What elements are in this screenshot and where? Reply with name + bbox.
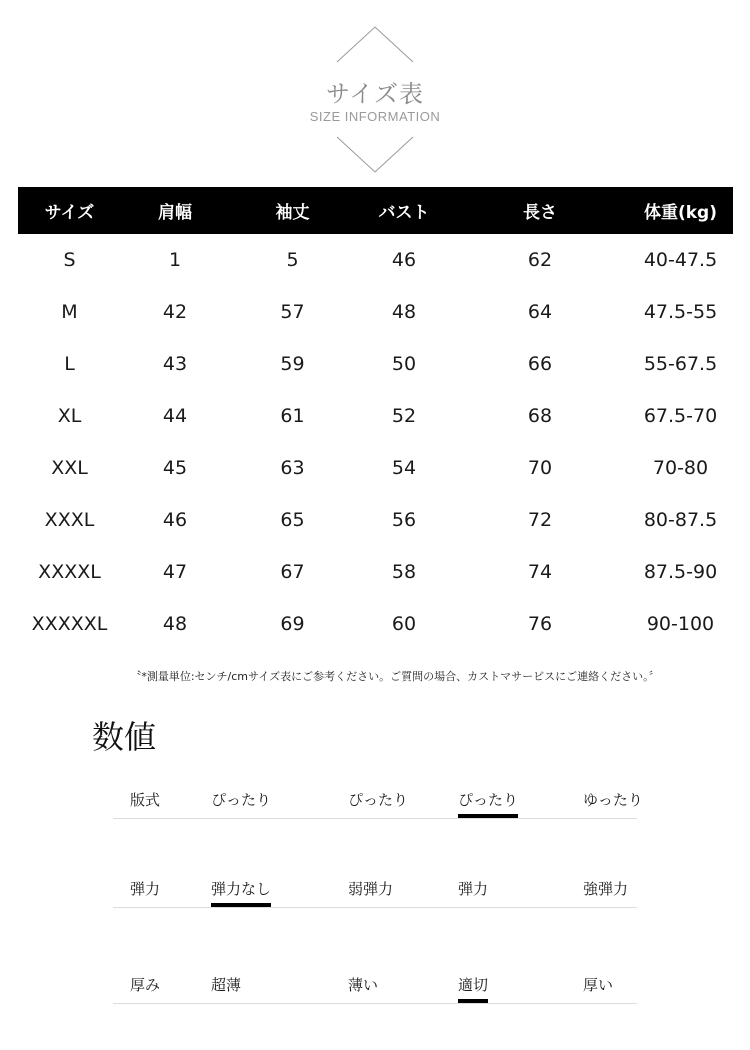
attribute-option: 薄い: [348, 976, 379, 994]
table-cell: 62: [527, 249, 553, 271]
table-body: [18, 234, 733, 650]
table-cell: L: [64, 353, 75, 375]
attribute-row: [113, 788, 643, 819]
table-cell: XXXXL: [38, 561, 101, 583]
table-cell: 67.5-70: [643, 405, 718, 427]
table-cell: 66: [527, 353, 553, 375]
column-header: 肩幅: [158, 203, 192, 223]
table-cell: 64: [527, 301, 553, 323]
size-table: [18, 187, 733, 650]
numeric-title: 数値: [92, 718, 157, 756]
attribute-option: 弾力: [458, 880, 489, 898]
table-row: [18, 338, 733, 390]
section-title: サイズ表: [325, 80, 425, 108]
table-row: [18, 442, 733, 494]
table-cell: 46: [162, 509, 188, 531]
table-cell: 87.5-90: [643, 561, 718, 583]
attribute-label: 版式: [130, 791, 161, 809]
table-cell: 55-67.5: [643, 353, 718, 375]
column-header: 袖丈: [275, 203, 310, 223]
attribute-option: 弱弾力: [348, 880, 394, 898]
table-cell: 44: [162, 405, 188, 427]
attribute-label: 厚み: [130, 976, 161, 994]
table-cell: 65: [280, 509, 305, 531]
table-row: [18, 494, 733, 546]
table-cell: 56: [391, 509, 417, 531]
column-header: 長さ: [523, 203, 557, 223]
table-row: [18, 598, 733, 650]
attribute-option: ぴったり: [458, 788, 518, 818]
table-cell: 69: [280, 613, 305, 635]
table-row: [18, 234, 733, 286]
attribute-label: 弾力: [130, 880, 161, 898]
table-cell: 1: [168, 249, 182, 271]
table-cell: 47: [162, 561, 188, 583]
attribute-option: 強弾力: [583, 880, 629, 898]
table-cell: 50: [391, 353, 417, 375]
column-header: 体重(kg): [643, 203, 717, 223]
attribute-option: 厚い: [583, 976, 614, 994]
measurement-note: 〝*測量単位:センチ/cmサイズ表にご参考ください。ご質問の場合、カストマサービスにご連絡ください。〞: [130, 670, 660, 683]
table-cell: 72: [527, 509, 553, 531]
table-cell: 48: [162, 613, 188, 635]
table-header-row: [18, 187, 733, 234]
table-cell: XXL: [51, 457, 88, 479]
table-cell: 45: [162, 457, 188, 479]
table-cell: 48: [391, 301, 417, 323]
table-cell: 68: [527, 405, 553, 427]
table-cell: 80-87.5: [643, 509, 718, 531]
attribute-option: 弾力なし: [211, 877, 271, 907]
table-cell: 76: [527, 613, 553, 635]
table-row: [18, 286, 733, 338]
table-cell: 40-47.5: [643, 249, 718, 271]
table-cell: 70-80: [652, 457, 709, 479]
table-cell: 42: [162, 301, 188, 323]
table-cell: 59: [280, 353, 305, 375]
table-cell: XL: [57, 405, 82, 427]
column-header: バスト: [378, 203, 430, 223]
table-cell: 61: [280, 405, 305, 427]
table-cell: 52: [391, 405, 417, 427]
attribute-row: [113, 973, 637, 1004]
table-cell: 54: [391, 457, 417, 479]
table-cell: 63: [280, 457, 305, 479]
table-cell: 47.5-55: [643, 301, 718, 323]
table-cell: 5: [286, 249, 299, 271]
table-cell: 74: [527, 561, 553, 583]
table-row: [18, 390, 733, 442]
attribute-row: [113, 877, 637, 908]
table-row: [18, 546, 733, 598]
table-cell: 90-100: [646, 613, 715, 635]
attribute-option: ぴったり: [211, 791, 272, 809]
table-cell: M: [61, 301, 78, 323]
attribute-option: ぴったり: [348, 791, 409, 809]
table-cell: XXXXXL: [31, 613, 108, 635]
table-cell: 57: [280, 301, 305, 323]
section-subtitle: SIZE INFORMATION: [309, 109, 441, 124]
table-cell: 46: [391, 249, 417, 271]
table-cell: 43: [162, 353, 188, 375]
table-cell: XXXL: [44, 509, 95, 531]
attribute-option: 適切: [458, 973, 488, 1003]
table-cell: 60: [391, 613, 417, 635]
table-cell: 70: [527, 457, 553, 479]
attribute-option: ゆったり: [583, 791, 643, 809]
table-cell: S: [63, 249, 76, 271]
attribute-option: 超薄: [211, 976, 242, 994]
table-cell: 67: [280, 561, 305, 583]
column-header: サイズ: [44, 203, 95, 223]
table-cell: 58: [391, 561, 417, 583]
